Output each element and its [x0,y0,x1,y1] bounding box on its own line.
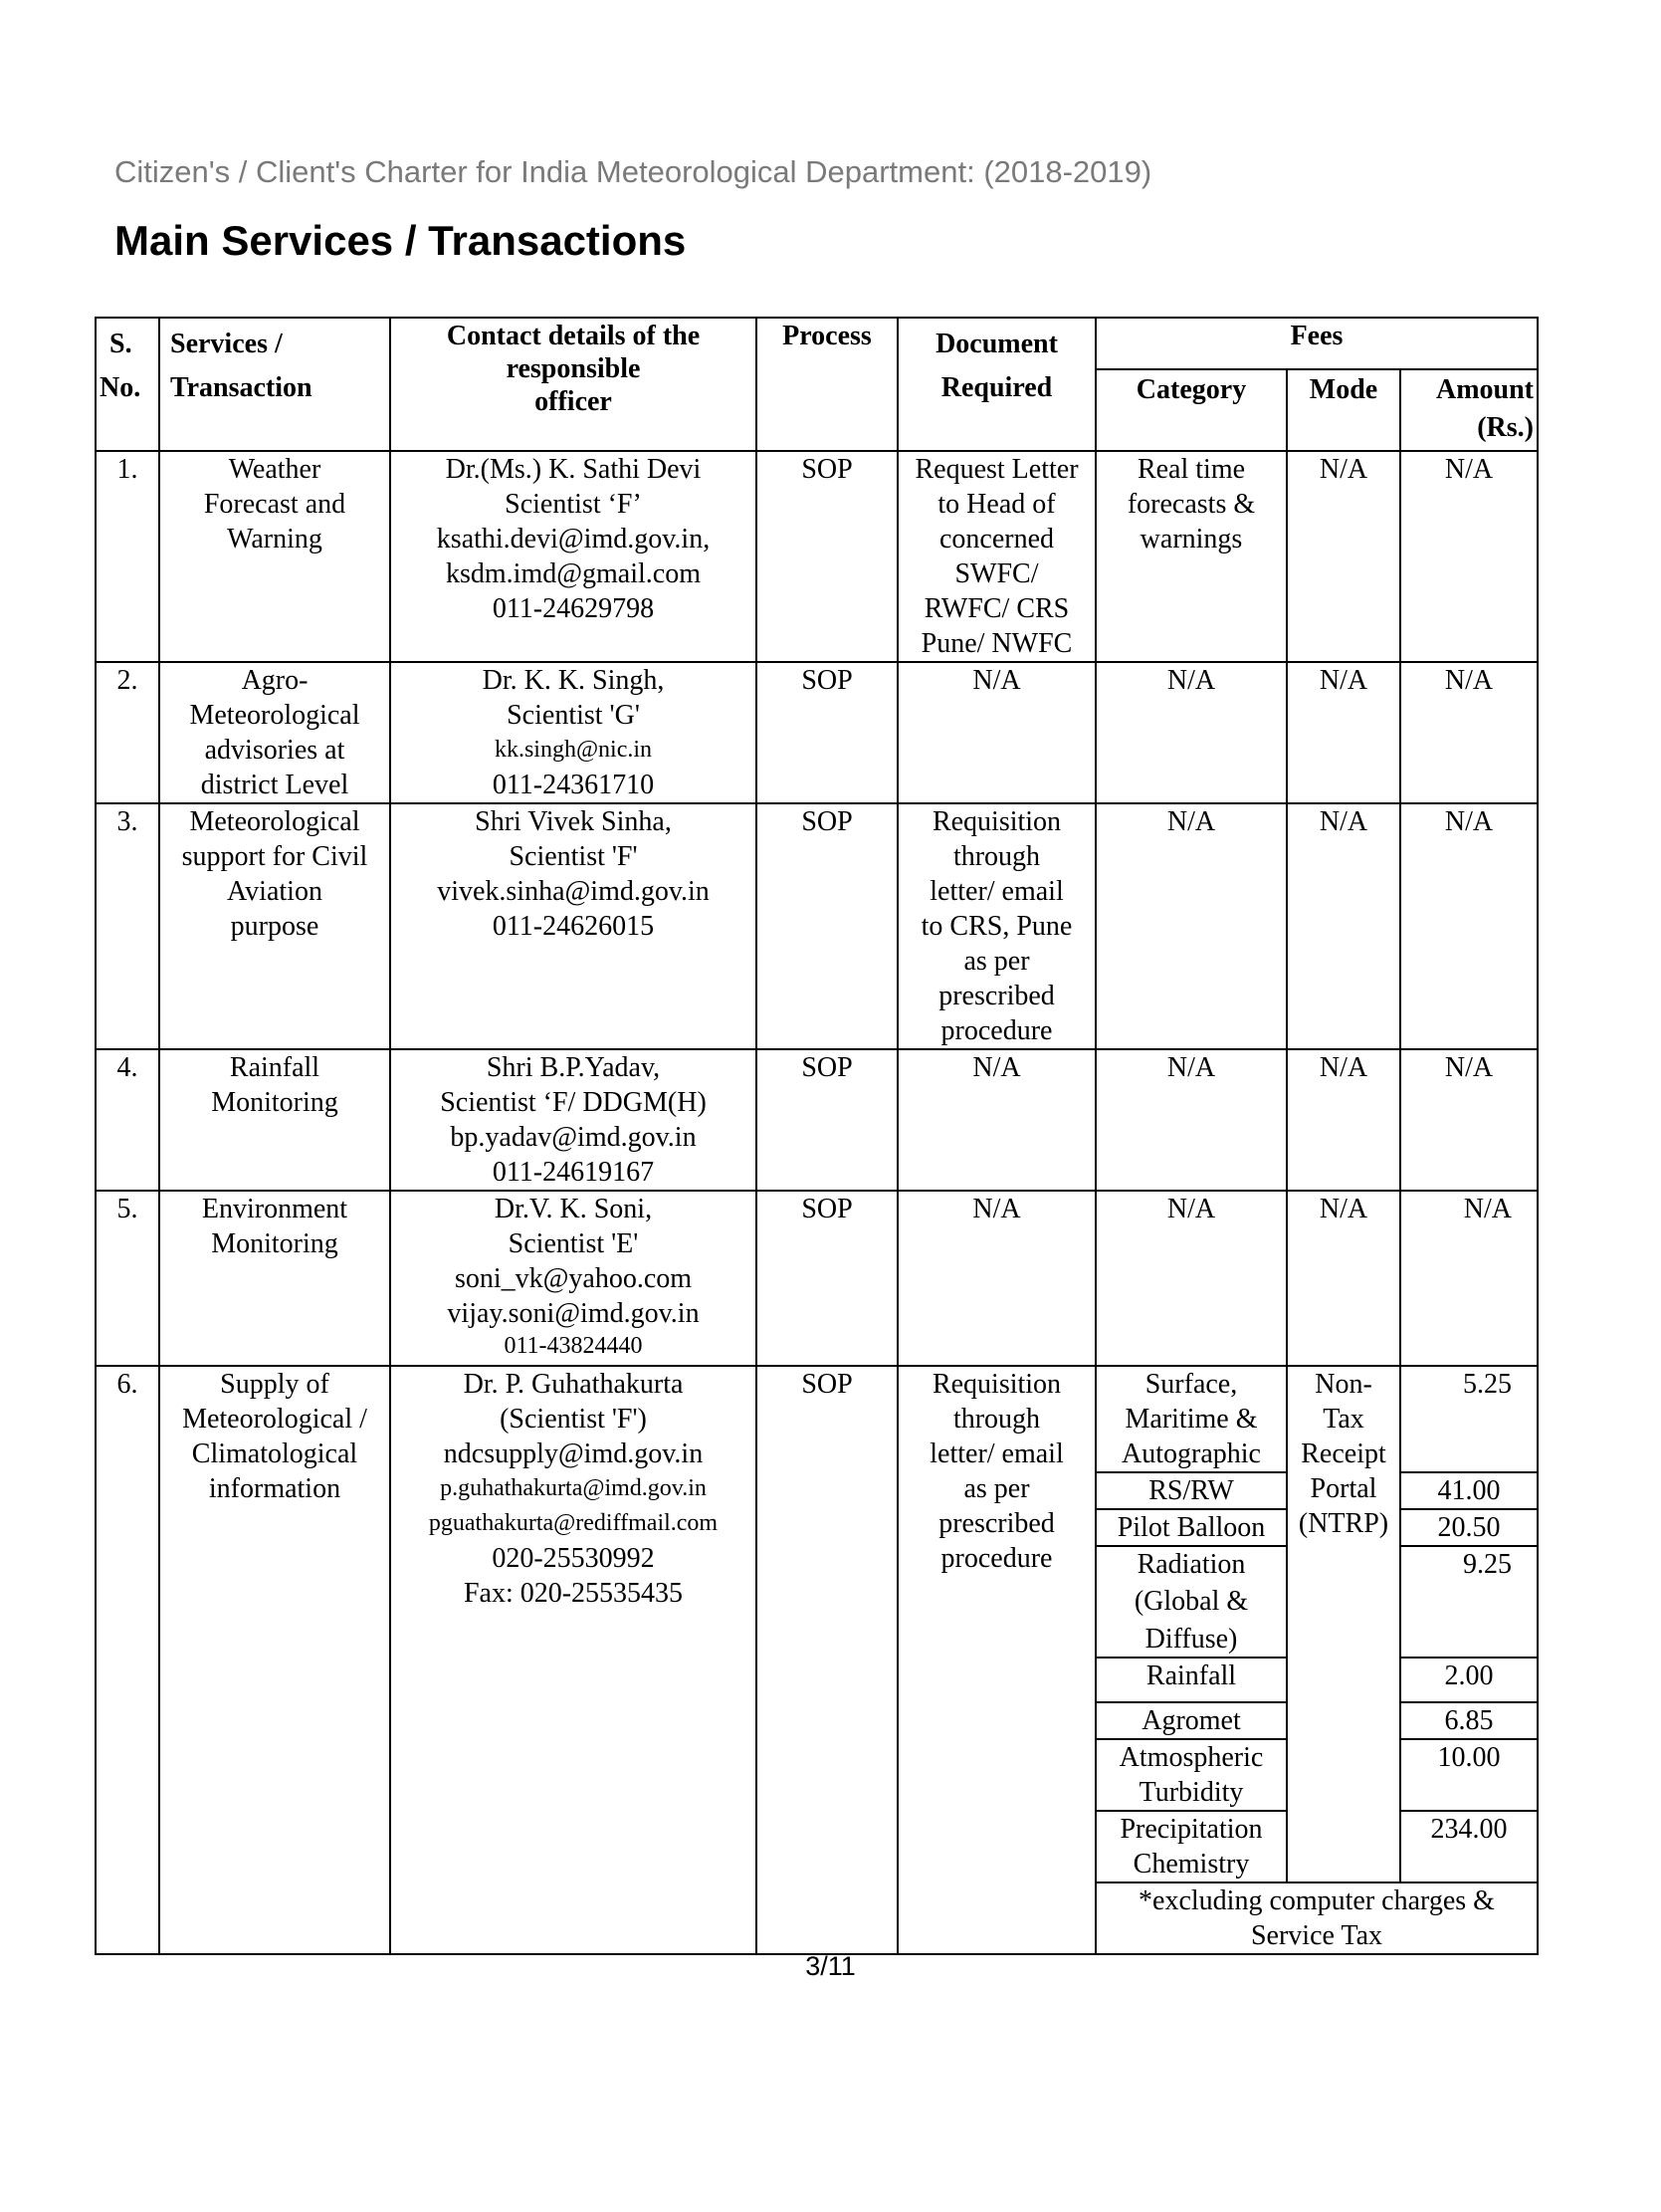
cell-mode: Non- Tax Receipt Portal (NTRP) [1287,1366,1400,1882]
fee-amount: 9.25 [1400,1546,1538,1658]
cell-contact: Dr. K. K. Singh, Scientist 'G' kk.singh@nic.in 011-24361710 [390,662,756,803]
cell-service: Weather Forecast and Warning [159,451,390,662]
fee-category: Surface, Maritime & Autographic [1096,1366,1287,1472]
cell-mode: N/A [1287,662,1400,803]
document-subtitle: Citizen's / Client's Charter for India Meteorological Department: (2018-2019) [114,154,1152,189]
fee-category: Atmospheric Turbidity [1096,1739,1287,1811]
header-amount: Amount (Rs.) [1400,369,1538,451]
cell-process: SOP [756,1366,898,1954]
fee-category: Pilot Balloon [1096,1509,1287,1546]
cell-mode: N/A [1287,1049,1400,1191]
cell-service: Supply of Meteorological / Climatological information [159,1366,390,1954]
cell-category: N/A [1096,1191,1287,1366]
cell-category: Real time forecasts & warnings [1096,451,1287,662]
cell-sno: 4. [96,1049,159,1191]
cell-sno: 3. [96,803,159,1049]
cell-amount: N/A [1400,662,1538,803]
header-category: Category [1096,369,1287,451]
page-number: 3/11 [805,1951,856,1981]
fee-amount: 20.50 [1400,1509,1538,1546]
cell-contact: Dr.V. K. Soni, Scientist 'E' soni_vk@yahoo.com vijay.soni@imd.gov.in 011-43824440 [390,1191,756,1366]
fee-amount: 10.00 [1400,1739,1538,1811]
table-header-row [96,318,1538,369]
header-contact: Contact details of the responsible officer [390,318,756,451]
cell-sno: 2. [96,662,159,803]
cell-amount: N/A [1400,451,1538,662]
cell-mode: N/A [1287,451,1400,662]
table-row [96,803,1538,1049]
fee-category: RS/RW [1096,1472,1287,1509]
table-row [96,1191,1538,1366]
cell-contact: Shri B.P.Yadav, Scientist ‘F/ DDGM(H) bp.yadav@imd.gov.in 011-24619167 [390,1049,756,1191]
cell-sno: 1. [96,451,159,662]
cell-document: N/A [898,1191,1096,1366]
cell-service: Environment Monitoring [159,1191,390,1366]
header-mode: Mode [1287,369,1400,451]
cell-service: Agro- Meteorological advisories at district Level [159,662,390,803]
cell-process: SOP [756,451,898,662]
cell-sno: 5. [96,1191,159,1366]
fee-amount: 6.85 [1400,1702,1538,1739]
fee-category: Precipitation Chemistry [1096,1811,1287,1882]
fee-category: Rainfall [1096,1658,1287,1702]
cell-category: N/A [1096,803,1287,1049]
fee-category: Agromet [1096,1702,1287,1739]
cell-amount: N/A [1400,803,1538,1049]
cell-service: Meteorological support for Civil Aviation purpose [159,803,390,1049]
page-title: Main Services / Transactions [114,217,687,264]
table-row [96,1049,1538,1191]
header-fees: Fees [1096,318,1538,369]
cell-contact: Shri Vivek Sinha, Scientist 'F' vivek.sinha@imd.gov.in 011-24626015 [390,803,756,1049]
header-process: Process [756,318,898,451]
cell-process: SOP [756,1049,898,1191]
fee-amount: 41.00 [1400,1472,1538,1509]
fee-amount: 234.00 [1400,1811,1538,1882]
cell-category: N/A [1096,1049,1287,1191]
cell-document: N/A [898,1049,1096,1191]
fee-category: Radiation (Global & Diffuse) [1096,1546,1287,1658]
cell-amount: N/A [1400,1049,1538,1191]
fee-amount: 5.25 [1400,1366,1538,1472]
cell-service: Rainfall Monitoring [159,1049,390,1191]
cell-process: SOP [756,1191,898,1366]
fee-amount: 2.00 [1400,1658,1538,1702]
fee-note: *excluding computer charges & Service Tax [1096,1882,1538,1954]
cell-document: Requisition through letter/ email as per prescribed procedure [898,1366,1096,1954]
cell-process: SOP [756,662,898,803]
cell-mode: N/A [1287,803,1400,1049]
table-row [96,1366,1538,1472]
table-row [96,662,1538,803]
table-row [96,451,1538,662]
cell-process: SOP [756,803,898,1049]
cell-document: N/A [898,662,1096,803]
cell-contact: Dr.(Ms.) K. Sathi Devi Scientist ‘F’ ksathi.devi@imd.gov.in, ksdm.imd@gmail.com 011-24629798 [390,451,756,662]
cell-sno: 6. [96,1366,159,1954]
cell-amount: N/A [1400,1191,1538,1366]
cell-category: N/A [1096,662,1287,803]
services-table [95,317,1539,1955]
cell-document: Request Letter to Head of concerned SWFC/ RWFC/ CRS Pune/ NWFC [898,451,1096,662]
header-service: Services / Transaction [159,318,390,451]
header-document: Document Required [898,318,1096,451]
cell-document: Requisition through letter/ email to CRS, Pune as per prescribed procedure [898,803,1096,1049]
header-sno: S. No. [96,318,159,451]
cell-contact: Dr. P. Guhathakurta (Scientist 'F') ndcsupply@imd.gov.in p.guhathakurta@imd.gov.in pguathakurta@rediffmail.com 020-25530992 Fax: 020-25535435 [390,1366,756,1954]
cell-mode: N/A [1287,1191,1400,1366]
